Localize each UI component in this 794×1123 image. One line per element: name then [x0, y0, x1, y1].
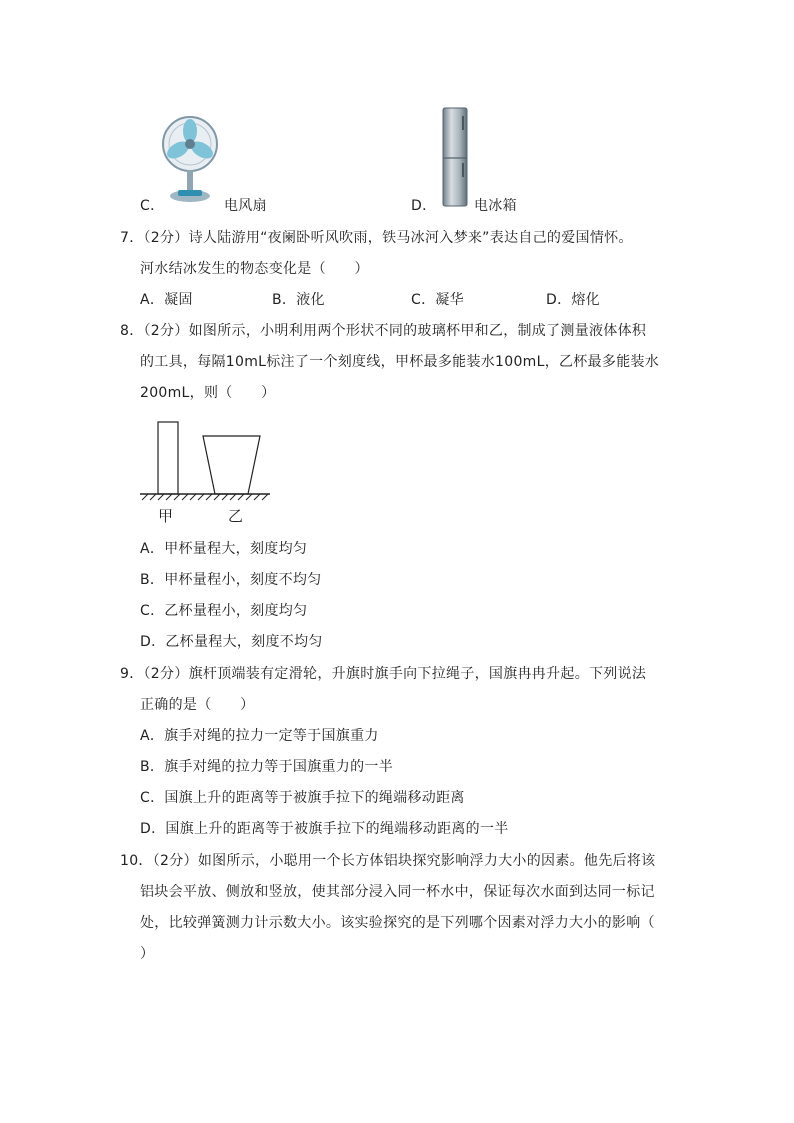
question-stem: 正确的是（ ）: [140, 697, 255, 713]
question-stem: 铝块会平放、侧放和竖放，使其部分浸入同一杯水中，保证每次水面到达同一标记: [140, 884, 655, 900]
question-stem: 8．（2分）如图所示，小明利用两个形状不同的玻璃杯甲和乙，制成了测量液体体积: [120, 323, 647, 339]
option-c: C．国旗上升的距离等于被旗手拉下的绳端移动距离: [140, 790, 465, 806]
cup-yi-label: 乙: [228, 507, 244, 525]
fan-label: 电风扇: [224, 198, 267, 214]
option-d: D．熔化: [546, 292, 600, 308]
option-b: B．甲杯量程小，刻度不均匀: [140, 572, 322, 588]
question-stem: 处，比较弹簧测力计示数大小。该实验探究的是下列哪个因素对浮力大小的影响（: [140, 915, 655, 931]
option-b: B．液化: [272, 292, 325, 308]
question-stem: 河水结冰发生的物态变化是（ ）: [140, 261, 369, 277]
cup-jia-label: 甲: [158, 507, 174, 525]
electric-fan-image: [160, 110, 220, 208]
option-letter: C．: [140, 198, 165, 214]
refrigerator-label: 电冰箱: [474, 198, 517, 214]
option-d: D．国旗上升的距离等于被旗手拉下的绳端移动距离的一半: [140, 821, 509, 837]
question-stem: ）: [140, 946, 155, 962]
option-d: D．乙杯量程大，刻度不均匀: [140, 634, 323, 650]
question-stem: 200mL，则（ ）: [140, 385, 276, 401]
question-stem: 7．（2分）诗人陆游用“夜阑卧听风吹雨，铁马冰河入梦来”表达自己的爱国情怀。: [120, 230, 633, 246]
cups-diagram: [138, 418, 272, 508]
question-stem: 的工具，每隔10mL标注了一个刻度线，甲杯最多能装水100mL，乙杯最多能装水: [140, 354, 660, 370]
option-a: A．甲杯量程大，刻度均匀: [140, 541, 308, 557]
refrigerator-image: [440, 106, 470, 210]
option-letter: D．: [411, 198, 437, 214]
option-a: A．凝固: [140, 292, 193, 308]
question-stem: 10．（2分）如图所示，小聪用一个长方体铝块探究影响浮力大小的因素。他先后将该: [120, 853, 656, 869]
option-c: C．凝华: [411, 292, 464, 308]
option-b: B．旗手对绳的拉力等于国旗重力的一半: [140, 759, 394, 775]
option-c: C．乙杯量程小，刻度均匀: [140, 603, 308, 619]
question-stem: 9．（2分）旗杆顶端装有定滑轮，升旗时旗手向下拉绳子，国旗冉冉升起。下列说法: [120, 666, 647, 682]
option-a: A．旗手对绳的拉力一定等于国旗重力: [140, 728, 379, 744]
